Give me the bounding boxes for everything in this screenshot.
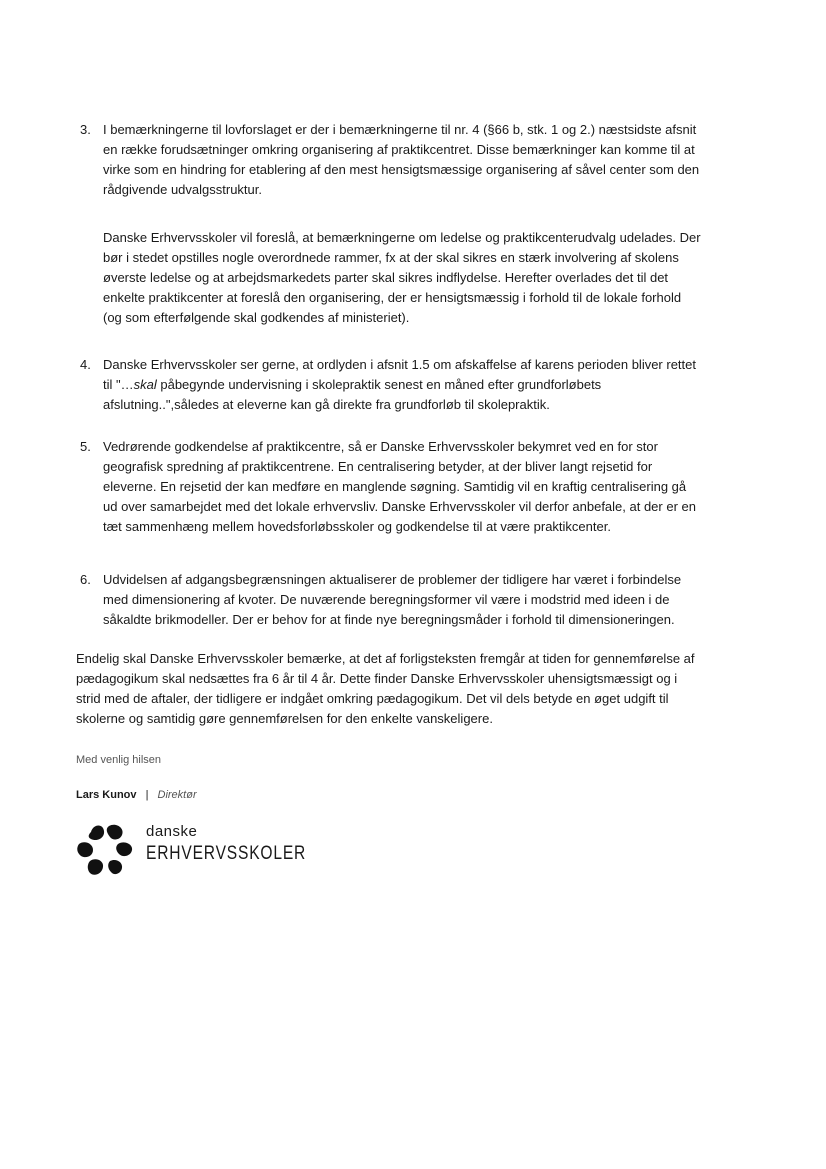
item-4-paragraph <box>103 355 696 415</box>
final-line: pædagogikum skal nedsættes fra 6 år til 4 år. Dette finder Danske Erhvervsskoler uhensigtsmæssigt og i <box>76 671 678 686</box>
signer-name: Lars Kunov <box>76 789 137 801</box>
item-4-number: 4. <box>80 357 91 372</box>
item-6-paragraph <box>103 570 681 630</box>
item-3-line: en række forudsætninger omkring organisering af praktikcentret. Disse bemærkninger kan komme til at <box>103 142 695 157</box>
item-3-line: I bemærkningerne til lovforslaget er der i bemærkningerne til nr. 4 (§66 b, stk. 1 og 2.) næstsidste afsnit <box>103 122 697 137</box>
item-5-line: tæt sammenhæng mellem hovedsforløbsskoler og godkendelse til at være praktikcenter. <box>103 519 611 534</box>
item-5-line: eleverne. En rejsetid der kan medføre en manglende søgning. Samtidig vil en kraftig centralisering gå <box>103 479 687 494</box>
item-3-sub-line: (og som efterfølgende skal godkendes af ministeriet). <box>103 310 410 325</box>
item-5-line: geografisk spredning af praktikcentrene. En centralisering betyder, at der bliver langt rejsetid for <box>103 459 653 474</box>
item-5-line: ud over samarbejdet med det lokale erhvervsliv. Danske Erhvervsskoler vil derfor anbefale, at der er en <box>103 499 696 514</box>
signer-title: Direktør <box>157 789 197 801</box>
signature <box>76 789 197 801</box>
final-line: Endelig skal Danske Erhvervsskoler bemærke, at det af forligsteksten fremgår at tiden for gennemførelse af <box>76 651 695 666</box>
item-4-line-prefix: til "… <box>103 377 134 392</box>
item-5-line: Vedrørende godkendelse af praktikcentre, så er Danske Erhvervsskoler bekymret ved en for stor <box>103 439 658 454</box>
item-3-sub-paragraph <box>103 228 701 328</box>
closing-salutation: Med venlig hilsen <box>76 754 161 766</box>
item-6-line: Udvidelsen af adgangsbegrænsningen aktualiserer de problemer der tidligere har været i forbindelse <box>103 572 682 587</box>
item-3-sub-line: bør i stedet opstilles nogle overordnede rammer, fx at der skal sikres en stærk involvering af skolens <box>103 250 679 265</box>
signature-separator: | <box>145 789 149 801</box>
final-line: strid med de aftaler, der tidligere er indgået omkring pædagogikum. Det vil dels betyde en øget udgift til <box>76 691 669 706</box>
item-4-line: afslutning..",således at eleverne kan gå direkte fra grundforløb til skolepraktik. <box>103 397 550 412</box>
item-3-sub-line: enkelte praktikcenter at foreslå den organisering, der er hensigtsmæssig i forhold til de lokale forhold <box>103 290 682 305</box>
item-3-paragraph <box>103 120 699 200</box>
organization-logo <box>76 822 316 878</box>
item-5-paragraph <box>103 437 696 537</box>
item-3-sub-line: øverste ledelse og at arbejdsmarkedets parter skal sikres indflydelse. Herefter overlades det til det <box>103 270 669 285</box>
logo-text-erhvervsskoler: ERHVERVSSKOLER <box>146 843 307 864</box>
final-paragraph <box>76 649 695 729</box>
item-3-line: rådgivende udvalgsstruktur. <box>103 182 262 197</box>
final-line: skolerne og samtidig gøre gennemførelsen for den enkelte vanskeligere. <box>76 711 493 726</box>
item-6-number: 6. <box>80 572 91 587</box>
item-4-emphasis: skal <box>133 377 157 392</box>
flower-petals-logo-icon <box>76 822 136 878</box>
item-6-line: såkaldte brikmodeller. Der er behov for at finde nye beregningsmåder i forhold til dimensioneringen. <box>103 612 675 627</box>
item-3-number: 3. <box>80 122 91 137</box>
logo-text-danske: danske <box>146 823 198 840</box>
item-4-line-suffix: påbegynde undervisning i skolepraktik senest en måned efter grundforløbets <box>156 377 602 392</box>
item-4-line: Danske Erhvervsskoler ser gerne, at ordlyden i afsnit 1.5 om afskaffelse af karens perioden bliver rettet <box>103 357 696 372</box>
item-3-line: virke som en hindring for etablering af den mest hensigtsmæssige organisering af såvel center som den <box>103 162 700 177</box>
item-4-line <box>103 375 696 395</box>
item-6-line: med dimensionering af kvoter. De nuværende beregningsformer vil være i modstrid med ideen i de <box>103 592 670 607</box>
item-5-number: 5. <box>80 439 91 454</box>
item-3-sub-line: Danske Erhvervsskoler vil foreslå, at bemærkningerne om ledelse og praktikcenterudvalg udelades. Der <box>103 230 701 245</box>
